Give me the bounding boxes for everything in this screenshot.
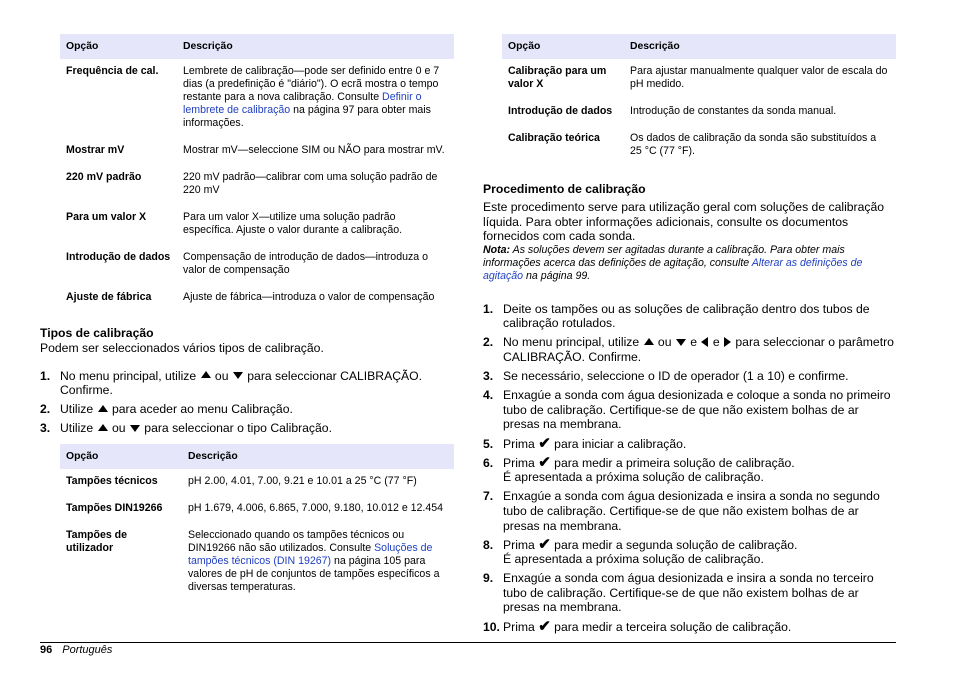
down-arrow-icon — [130, 425, 140, 432]
description-text: na página 97 para obter mais informações. — [183, 104, 431, 129]
list-item — [483, 434, 896, 452]
step-result: É apresentada a próxima solução de calibração. — [503, 470, 764, 485]
table-row — [60, 245, 454, 285]
step-number: 2. — [40, 402, 51, 417]
description-cell: 220 mV padrão—calibrar com uma solução padrão de 220 mV — [183, 171, 438, 196]
step-number: 3. — [40, 421, 51, 436]
note — [483, 244, 896, 283]
checkmark-icon: ✔ — [538, 535, 551, 553]
option-cell: Mostrar mV — [66, 144, 125, 156]
note-label: Nota: — [483, 243, 511, 256]
tipos-steps — [40, 369, 454, 436]
list-item — [483, 617, 896, 635]
list-item — [483, 489, 896, 533]
options-table — [60, 34, 454, 312]
procedure-steps — [483, 302, 896, 634]
down-arrow-icon — [676, 339, 686, 346]
checkmark-icon: ✔ — [538, 617, 551, 635]
left-column — [40, 0, 454, 602]
option-cell: Ajuste de fábrica — [66, 291, 152, 303]
step-text: Deite os tampões ou as soluções de calibração dentro dos tubos de calibração rotulados. — [503, 301, 870, 331]
list-item — [40, 369, 454, 398]
right-arrow-icon — [724, 337, 731, 347]
list-item — [40, 402, 454, 417]
step-text: Enxagúe a sonda com água desionizada e coloque a sonda no primeiro tubo de calibração. Certifique-se de que não existem bolhas de ar presas na membrana. — [503, 388, 891, 432]
section-heading-tipos: Tipos de calibração — [40, 326, 154, 340]
description-cell: Introdução de constantes da sonda manual. — [630, 105, 837, 117]
step-number: 6. — [483, 455, 494, 470]
list-item — [483, 453, 896, 485]
list-item — [483, 302, 896, 331]
footer-divider — [40, 642, 896, 643]
description-cell: Ajuste de fábrica—introduza o valor de compensação — [183, 291, 435, 303]
table-row — [502, 59, 896, 99]
step-text: para medir a primeira solução de calibração. — [550, 455, 795, 470]
table-header-row — [502, 34, 896, 59]
description-cell: pH 2.00, 4.01, 7.00, 9.21 e 10.01 a 25 °C (77 °F) — [188, 474, 417, 487]
description-cell: Para ajustar manualmente qualquer valor de escala do pH medido. — [630, 65, 888, 90]
step-text: Enxagúe a sonda com água desionizada e insira a sonda no terceiro tubo de calibração. Certifique-se de que não existem bolhas de ar presas na membrana. — [503, 571, 874, 615]
description-cell: Compensação de introdução de dados—introduza o valor de compensação — [183, 251, 428, 276]
description-cell — [177, 59, 454, 138]
description-cell — [182, 523, 454, 602]
step-text: ou — [211, 368, 232, 383]
option-cell: Tampões DIN19266 — [66, 501, 163, 514]
page-number: 96 — [40, 644, 53, 656]
footer-language: Português — [62, 644, 113, 656]
page-footer — [40, 644, 112, 656]
column-header: Descrição — [624, 34, 896, 59]
table-row — [502, 126, 896, 166]
table-row — [502, 99, 896, 126]
section-intro: Podem ser seleccionados vários tipos de calibração. — [40, 341, 324, 355]
buffer-table — [60, 444, 454, 602]
description-cell: pH 1.679, 4.006, 6.865, 7.000, 9.180, 10.012 e 12.454 — [188, 501, 444, 514]
step-number: 1. — [40, 368, 51, 383]
step-text: para iniciar a calibração. — [550, 436, 687, 451]
list-item — [483, 571, 896, 615]
link-buffer-solutions[interactable]: Soluções de tampões técnicos (DIN 19267) — [188, 541, 433, 567]
option-cell: Calibração para um valor X — [508, 65, 607, 90]
step-text: Utilize — [60, 421, 97, 436]
step-text: No menu principal, utilize — [60, 368, 200, 383]
description-text: Lembrete de calibração—pode ser definido entre 0 e 7 dias (a predefinição é "diário"). O ecrã mostra o tempo restante para a nova calibração. Consulte — [183, 65, 440, 103]
link-calibration-reminder[interactable]: Definir o lembrete de calibração — [183, 91, 422, 116]
option-cell: Frequência de cal. — [66, 65, 159, 77]
up-arrow-icon — [98, 424, 108, 431]
table-row — [60, 285, 454, 312]
option-cell: Para um valor X — [66, 211, 147, 223]
description-cell: Para um valor X—utilize uma solução padrão específica. Ajuste o valor durante a calibração. — [183, 211, 403, 236]
table-row — [60, 59, 454, 138]
step-number: 8. — [483, 537, 494, 552]
option-cell: Calibração teórica — [508, 132, 600, 144]
option-cell: Tampões de utilizador — [66, 528, 128, 554]
table-row — [60, 469, 454, 496]
table-row — [60, 165, 454, 205]
step-text: para seleccionar CALIBRAÇÃO. Confirme. — [60, 368, 423, 398]
right-column — [483, 0, 896, 639]
checkmark-icon: ✔ — [538, 434, 551, 452]
link-agitation-settings[interactable]: Alterar as definições de agitação — [483, 256, 863, 282]
step-text: para aceder ao menu Calibração. — [108, 402, 293, 417]
checkmark-icon: ✔ — [538, 453, 551, 471]
step-number: 10. — [483, 619, 500, 634]
up-arrow-icon — [644, 338, 654, 345]
step-text: Se necessário, seleccione o ID de operador (1 a 10) e confirme. — [503, 369, 849, 384]
note-text: na página 99. — [523, 269, 591, 282]
step-text: Enxagúe a sonda com água desionizada e insira a sonda no segundo tubo de calibração. Certifique-se de que não existem bolhas de ar presas na membrana. — [503, 489, 880, 533]
section-intro: Este procedimento serve para utilização geral com soluções de calibração líquida. Para obter informações adicionais, consulte os documentos fornecidos com cada sonda. — [483, 200, 885, 244]
table-header-row — [60, 444, 454, 469]
column-header: Opção — [60, 444, 182, 469]
option-cell: Introdução de dados — [66, 251, 171, 263]
column-header: Descrição — [182, 444, 454, 469]
calibration-type-table — [502, 34, 896, 166]
step-number: 7. — [483, 489, 494, 504]
table-header-row — [60, 34, 454, 59]
left-arrow-icon — [701, 337, 708, 347]
step-text: No menu principal, utilize — [503, 335, 643, 350]
column-header: Opção — [60, 34, 177, 59]
down-arrow-icon — [233, 372, 243, 379]
list-item — [483, 388, 896, 432]
step-text: ou — [654, 335, 675, 350]
step-text: para seleccionar o parâmetro CALIBRAÇÃO. Confirme. — [503, 335, 894, 365]
up-arrow-icon — [98, 405, 108, 412]
step-number: 2. — [483, 335, 494, 350]
step-number: 5. — [483, 436, 494, 451]
step-text: para medir a segunda solução de calibração. — [550, 537, 798, 552]
description-cell: Os dados de calibração da sonda são substituídos a 25 °C (77 °F). — [630, 132, 877, 157]
section-heading-procedimento: Procedimento de calibração — [483, 182, 646, 196]
list-item — [483, 335, 896, 364]
description-text: na página 105 para valores de pH de conjuntos de tampões específicos a diversas temperaturas. — [188, 554, 440, 593]
note-text: As soluções devem ser agitadas durante a calibração. Para obter mais informações acerca das definições de agitação, consulte — [483, 243, 845, 269]
table-row — [60, 496, 454, 523]
table-row — [60, 138, 454, 165]
option-cell: Tampões técnicos — [66, 474, 158, 487]
column-header: Opção — [502, 34, 624, 59]
step-text: Prima — [503, 436, 539, 451]
step-text: para medir a terceira solução de calibração. — [550, 619, 792, 634]
step-text: Prima — [503, 455, 539, 470]
column-header: Descrição — [177, 34, 454, 59]
step-number: 9. — [483, 571, 494, 586]
list-item — [40, 421, 454, 436]
step-number: 4. — [483, 388, 494, 403]
option-cell: 220 mV padrão — [66, 171, 142, 183]
step-number: 3. — [483, 369, 494, 384]
step-text: Utilize — [60, 402, 97, 417]
description-text: Seleccionado quando os tampões técnicos ou DIN19266 não são utilizados. Consulte — [188, 528, 405, 554]
list-item — [483, 535, 896, 567]
step-number: 1. — [483, 301, 494, 316]
step-text: Prima — [503, 619, 539, 634]
up-arrow-icon — [201, 371, 211, 378]
step-text: ou — [108, 421, 129, 436]
step-text: e — [709, 335, 724, 350]
table-row — [60, 205, 454, 245]
step-result: É apresentada a próxima solução de calibração. — [503, 552, 764, 567]
description-cell: Mostrar mV—seleccione SIM ou NÃO para mostrar mV. — [183, 144, 445, 156]
step-text: para seleccionar o tipo Calibração. — [140, 421, 332, 436]
step-text: Prima — [503, 537, 539, 552]
step-text: e — [686, 335, 701, 350]
option-cell: Introdução de dados — [508, 105, 613, 117]
table-row — [60, 523, 454, 602]
list-item — [483, 369, 896, 384]
